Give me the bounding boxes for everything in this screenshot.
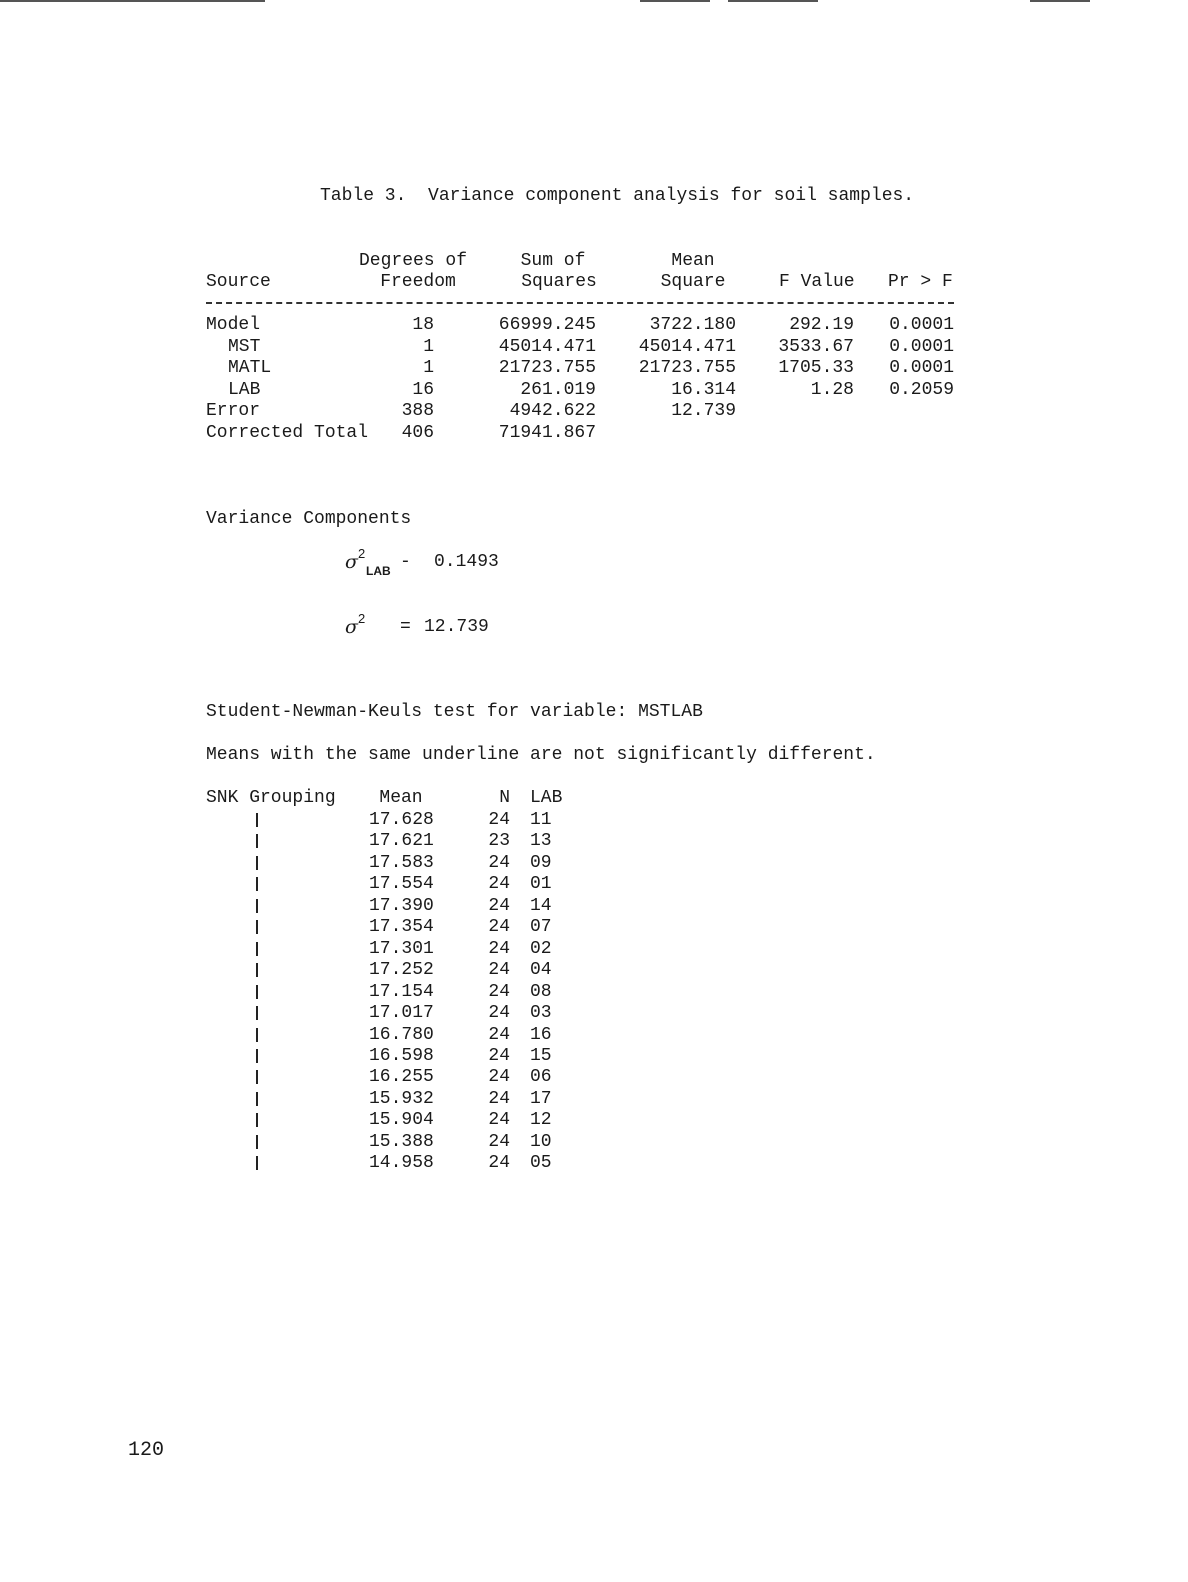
cell-lab: 02 [530,938,552,959]
cell-mean: 17.554 [369,874,434,895]
cell-ms: 21723.755 [638,358,736,378]
header-df-line1: Degrees of [358,251,468,271]
grouping-line [256,942,258,956]
cell-n: 24 [488,1088,510,1109]
grouping-line [256,1070,258,1084]
cell-n: 24 [488,874,510,895]
cell-ss: 261.019 [520,379,596,400]
cell-lab: 01 [530,874,552,895]
variance-components-heading: Variance Components [206,509,412,529]
cell-mean: 17.621 [369,831,434,852]
cell-lab: 17 [530,1088,552,1109]
cell-f: 292.19 [789,315,854,335]
cell-ss: 66999.245 [498,315,596,335]
cell-lab: 04 [530,960,552,981]
cell-lab: 14 [530,895,552,916]
cell-n: 24 [488,960,510,981]
page-number: 120 [128,1439,165,1462]
cell-mean: 17.628 [369,810,434,830]
cell-df: 388 [401,401,434,421]
cell-mean: 17.154 [369,981,434,1002]
scan-edge-line [640,0,710,2]
cell-df: 18 [412,315,434,335]
sigma-symbol: σ [345,551,358,573]
cell-lab: 06 [530,1067,552,1088]
cell-p: 0.0001 [889,336,954,357]
snk-header-grouping: SNK Grouping [206,788,336,808]
cell-df: 406 [401,422,434,443]
grouping-line [256,1028,258,1042]
cell-lab: 12 [530,1110,552,1131]
cell-ss: 71941.867 [498,422,596,443]
cell-lab: 09 [530,852,552,873]
cell-ss: 4942.622 [509,401,596,421]
grouping-line [256,1092,258,1106]
grouping-line [256,899,258,913]
cell-df: 1 [423,336,434,357]
cell-df: 16 [412,379,434,400]
grouping-line [256,877,258,891]
cell-source: MATL [228,358,272,378]
grouping-line [256,1135,258,1149]
scan-edge-line [1030,0,1090,2]
cell-lab: 13 [530,831,552,852]
cell-mean: 17.354 [369,917,434,938]
cell-lab: 08 [530,981,552,1002]
header-ss-line1: Sum of [520,251,586,271]
snk-header-mean: Mean [379,788,423,808]
cell-lab: 15 [530,1045,552,1066]
cell-mean: 14.958 [369,1153,434,1174]
cell-n: 24 [488,1045,510,1066]
cell-n: 24 [488,917,510,938]
cell-p: 0.0001 [889,315,954,335]
cell-p: 0.2059 [889,379,954,400]
cell-mean: 16.598 [369,1045,434,1066]
cell-lab: 05 [530,1153,552,1174]
cell-source: Error [206,401,261,421]
cell-f: 1705.33 [778,358,854,378]
sigma-lab-value: 0.1493 [434,552,499,572]
cell-n: 23 [488,831,510,852]
grouping-line [256,813,258,827]
cell-mean: 17.583 [369,852,434,873]
grouping-line [256,856,258,870]
cell-lab: 07 [530,917,552,938]
cell-df: 1 [423,358,434,378]
cell-mean: 16.255 [369,1067,434,1088]
snk-header-lab: LAB [530,788,563,808]
header-ss-line2: Squares [521,272,597,292]
scan-edge-line [0,0,265,2]
cell-ss: 45014.471 [498,336,596,357]
cell-mean: 15.388 [369,1131,434,1152]
cell-n: 24 [488,810,510,830]
cell-n: 24 [488,1067,510,1088]
cell-lab: 11 [530,810,552,830]
grouping-line [256,1006,258,1020]
snk-note: Means with the same underline are not significantly different. [206,745,876,765]
grouping-line [256,1049,258,1063]
cell-mean: 15.932 [369,1088,434,1109]
sigma-lab-equals: - [400,552,411,572]
header-divider [206,302,954,304]
header-f-value: F Value [779,272,855,292]
scan-edge-line [728,0,818,2]
sigma-error-value: 12.739 [424,617,489,637]
sigma-subscript-lab: LAB [366,564,391,578]
cell-n: 24 [488,1131,510,1152]
cell-source: Corrected Total [206,422,369,443]
cell-mean: 17.017 [369,1003,434,1024]
cell-ss: 21723.755 [498,358,596,378]
grouping-line [256,985,258,999]
grouping-line [256,1156,258,1170]
cell-lab: 03 [530,1003,552,1024]
sigma-superscript: 2 [358,611,366,626]
table-title: Table 3. Variance component analysis for soil samples. [320,186,915,206]
cell-ms: 3722.180 [649,315,736,335]
grouping-line [256,963,258,977]
header-source: Source [206,272,271,292]
header-ms-line2: Square [660,272,726,292]
sigma-symbol: σ [345,616,358,638]
grouping-line [256,920,258,934]
header-df-line2: Freedom [380,272,456,292]
cell-n: 24 [488,852,510,873]
header-ms-line1: Mean [671,251,715,271]
cell-lab: 16 [530,1024,552,1045]
cell-source: MST [228,336,261,357]
snk-header-n: N [499,788,510,808]
header-p-value: Pr > F [888,272,953,292]
cell-source: LAB [228,379,261,400]
cell-p: 0.0001 [889,358,954,378]
cell-ms: 16.314 [671,379,736,400]
cell-n: 24 [488,1024,510,1045]
cell-mean: 15.904 [369,1110,434,1131]
cell-source: Model [206,315,261,335]
grouping-line [256,834,258,848]
cell-n: 24 [488,1003,510,1024]
cell-ms: 45014.471 [638,336,736,357]
cell-n: 24 [488,1153,510,1174]
sigma-error-equals: = [400,617,411,637]
cell-mean: 17.301 [369,938,434,959]
grouping-line [256,1113,258,1127]
sigma-superscript: 2 [358,546,366,561]
cell-mean: 16.780 [369,1024,434,1045]
cell-n: 24 [488,1110,510,1131]
snk-title: Student-Newman-Keuls test for variable: MSTLAB [206,702,703,722]
cell-n: 24 [488,938,510,959]
cell-mean: 17.390 [369,895,434,916]
cell-n: 24 [488,981,510,1002]
cell-f: 3533.67 [778,336,854,357]
cell-ms: 12.739 [671,401,736,421]
cell-lab: 10 [530,1131,552,1152]
cell-n: 24 [488,895,510,916]
cell-f: 1.28 [810,379,854,400]
cell-mean: 17.252 [369,960,434,981]
